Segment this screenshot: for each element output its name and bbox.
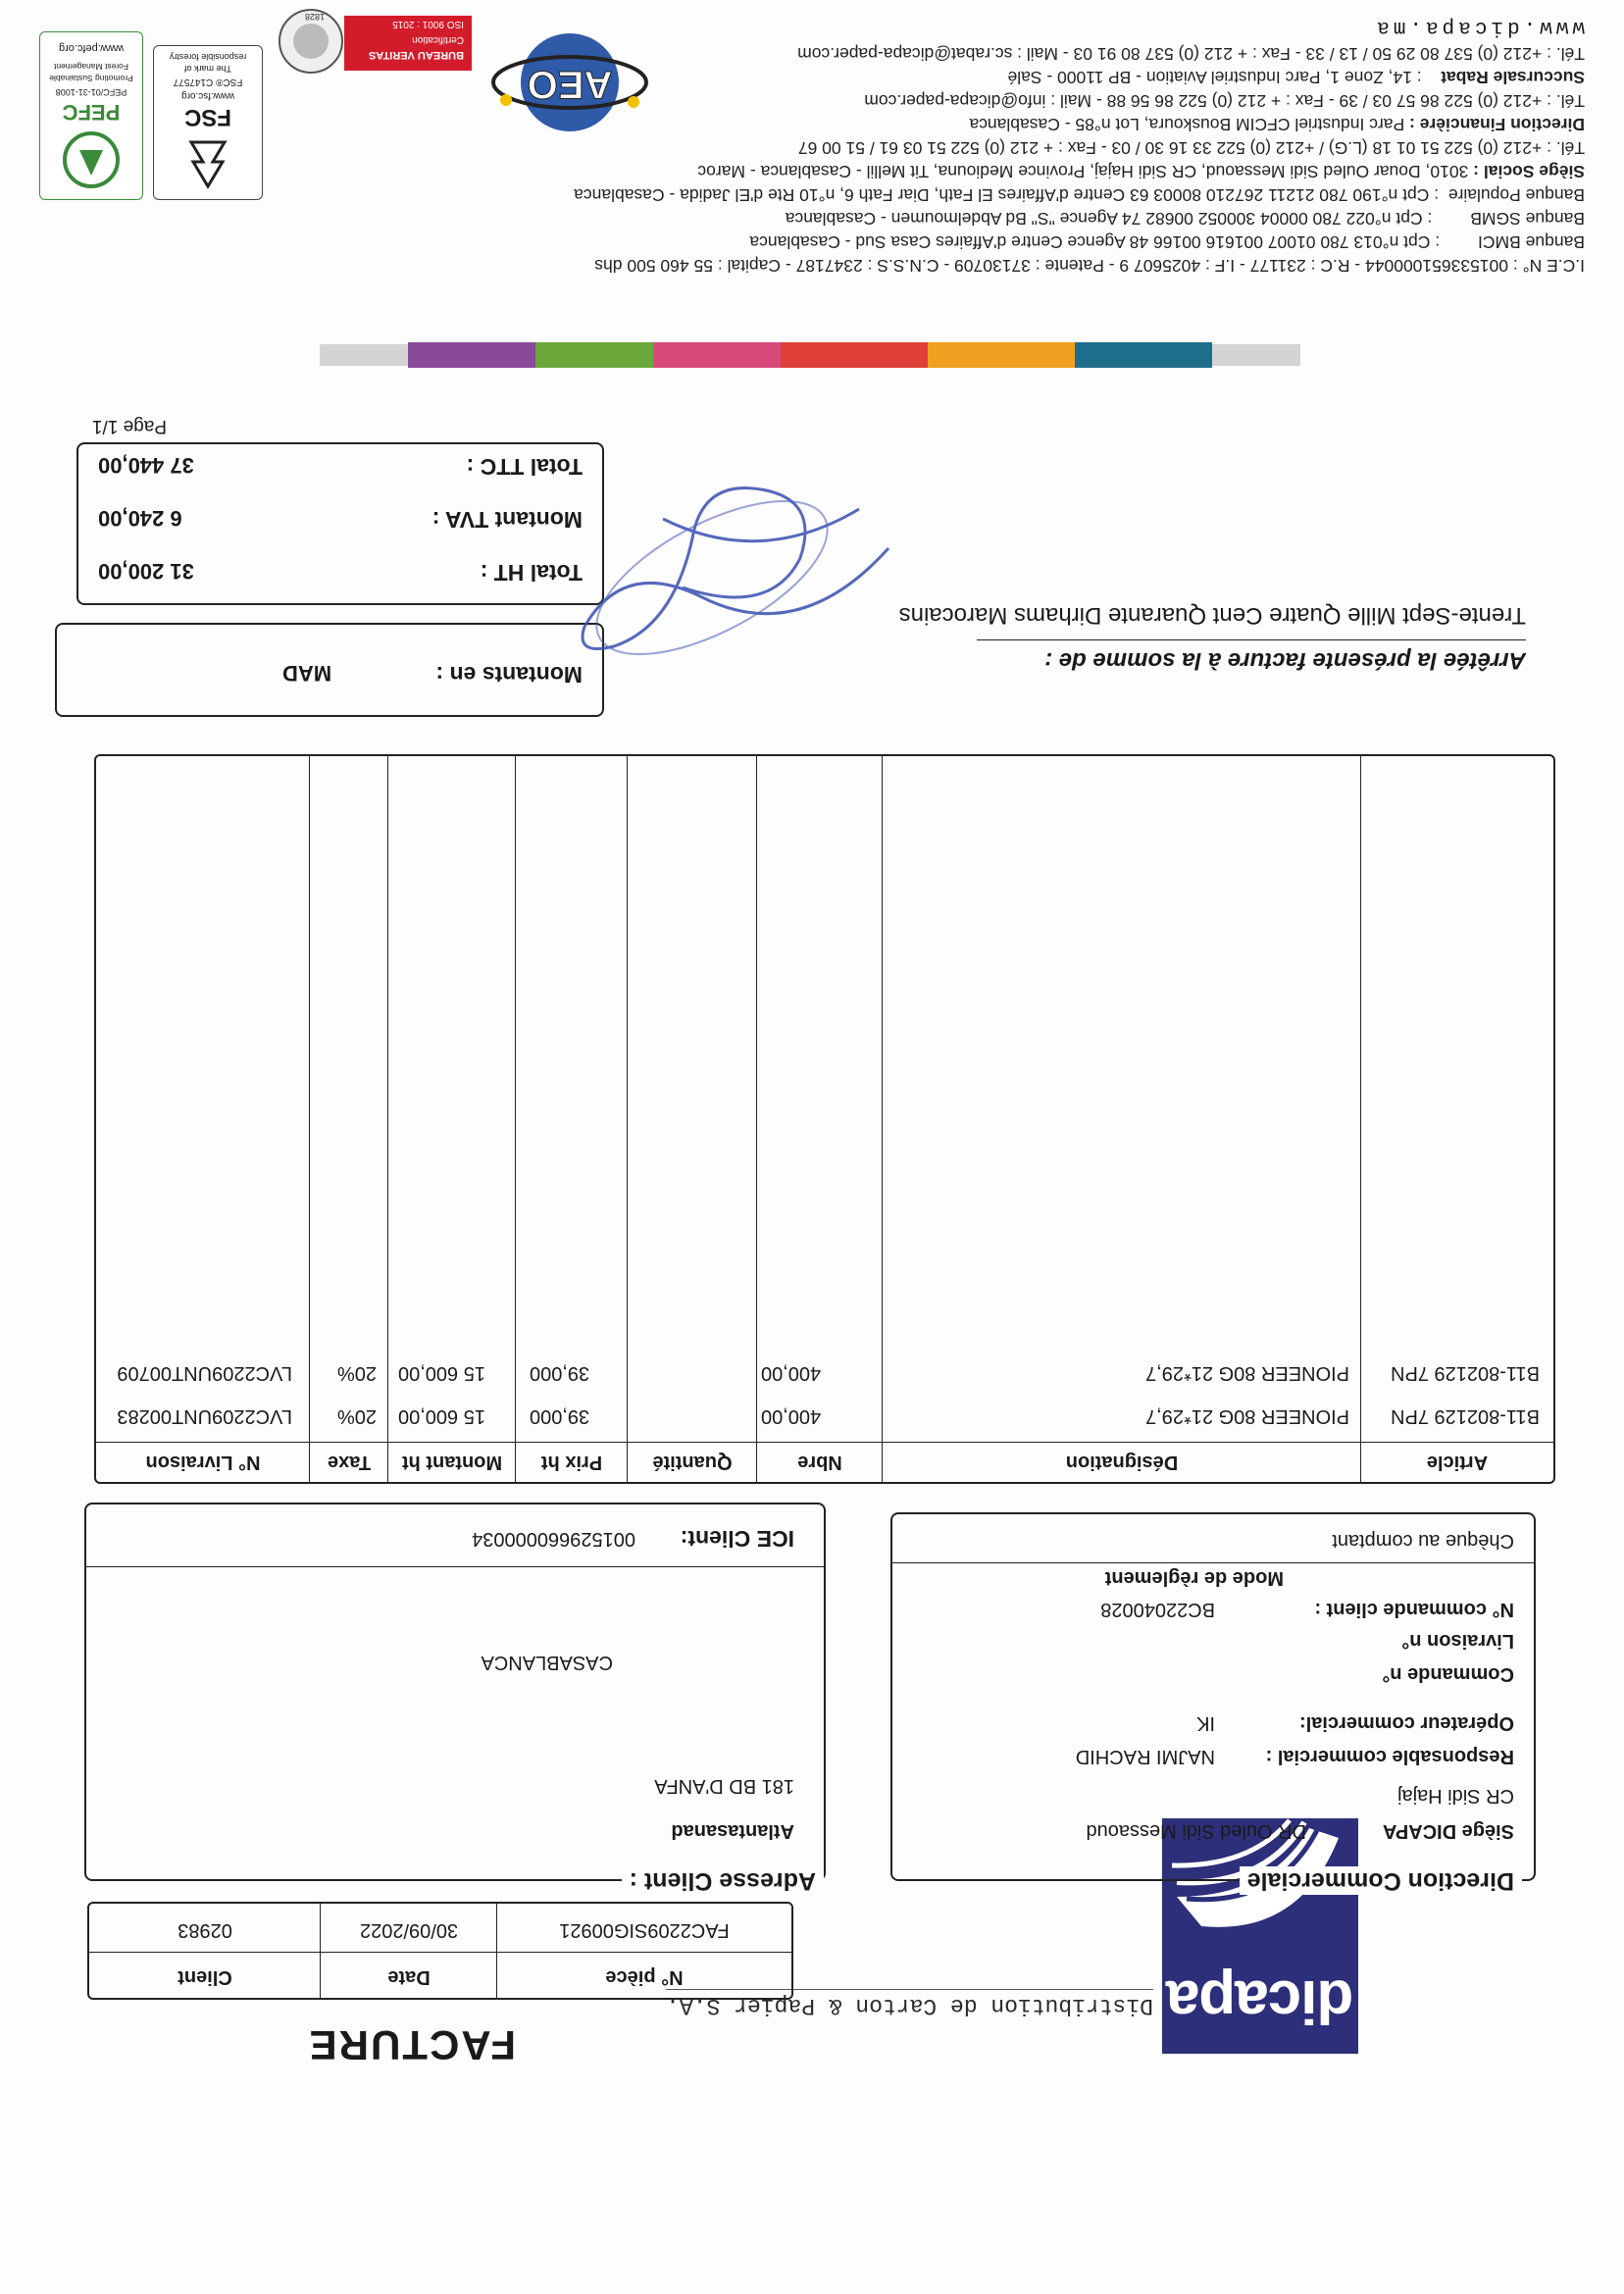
- col-livraison: [96, 756, 310, 1482]
- footer-rabat-label: Succursale Rabat: [1441, 68, 1585, 87]
- client-value: 02983: [178, 1919, 232, 1941]
- bv-year: 1828: [304, 12, 325, 22]
- th-designation: Désignation: [883, 1442, 1361, 1482]
- siege-value-2: CR Sidi Hajaj: [1397, 1785, 1514, 1807]
- bv-text-2: Certification: [412, 34, 464, 45]
- reglement-label: Mode de règlement: [1104, 1567, 1284, 1589]
- aeo-logo: [486, 19, 653, 141]
- col-nbre: [756, 756, 883, 1482]
- pefc-site: www.pefc.org: [58, 42, 125, 54]
- cell-prix-1: 39,000: [530, 1405, 590, 1427]
- footer-bp-text: : Cpt n°190 780 21211 267210 80003 63 Centre d'Affaires El Fath, Diar Fath 6, n°10 Rte d'El Jadida - Casablanca: [574, 185, 1440, 205]
- col-montant: [387, 756, 516, 1482]
- cell-livraison-2: LVC2209UNT00709: [117, 1362, 292, 1384]
- footer-tel-finance: Tél. : +212 (0) 522 86 57 03 / 39 - Fax : + 212 (0) 522 86 56 88 - Mail : info@dicapa-paper.com: [864, 91, 1585, 111]
- th-nbre: Nbre: [757, 1442, 883, 1482]
- footer-bp-label: Banque Populaire: [1447, 185, 1585, 205]
- currency-box: [55, 623, 604, 717]
- col-taxe: [309, 756, 388, 1482]
- footer-website: www.dicapa.ma: [1373, 16, 1585, 38]
- cell-montant-2: 15 600,00: [398, 1362, 485, 1384]
- cell-designation-1: PIONEER 80G 21*29,7: [1145, 1405, 1349, 1427]
- fsc-tree-icon: [183, 136, 232, 191]
- client-title: Adresse Client :: [622, 1866, 824, 1895]
- footer-rabat-text: : 14, Zone 1, Parc Industriel Aviation - BP 11000 - Salé: [1007, 68, 1422, 87]
- cell-nbre-1: 400,00: [761, 1405, 822, 1427]
- currency-label: Montants en :: [435, 662, 583, 688]
- fsc-logo: [153, 45, 263, 200]
- th-quantite: Quantité: [628, 1442, 757, 1482]
- commande-label: Commande n°: [1382, 1663, 1514, 1685]
- client-label: Client: [178, 1966, 232, 1988]
- cell-designation-2: PIONEER 80G 21*29,7: [1145, 1362, 1349, 1384]
- page-number: Page 1/1: [91, 416, 167, 436]
- pefc-tree-icon: [62, 130, 121, 189]
- fsc-mark-1: The mark of: [184, 64, 232, 74]
- reglement-value: Chèque au comptant: [1332, 1530, 1514, 1552]
- footer-ice-line: I.C.E N° : 001533651000044 - R.C : 231177 - I.F : 4025607 9 - Patente : 37130709 - C.N.S.S : 2347187 - Capital : 55 460 500 dhs: [594, 256, 1585, 276]
- cell-taxe-1: 20%: [336, 1405, 377, 1427]
- amount-in-words: Trente-Sept Mille Quatre Cent Quarante Dirhams Marocains: [898, 602, 1526, 629]
- th-prix: Prix ht: [516, 1442, 628, 1482]
- commande-client-label: N° commande client :: [1314, 1599, 1514, 1620]
- total-ttc-value: 37 440,00: [98, 453, 194, 478]
- cell-livraison-1: LVC2209UNT00283: [117, 1405, 292, 1427]
- footer-siege-label: Siège Social :: [1473, 162, 1585, 181]
- bv-iso: ISO 9001 : 2015: [392, 19, 464, 29]
- client-box: [84, 1503, 826, 1895]
- pefc-line-1: Promoting Sustainable: [49, 74, 133, 83]
- header-col-client: [88, 1904, 321, 1998]
- siege-label: Siège DICAPA: [1382, 1820, 1514, 1842]
- cell-nbre-2: 400,00: [761, 1362, 822, 1384]
- pefc-name: PEFC: [62, 100, 121, 125]
- client-name: Atlantasanad: [671, 1820, 794, 1842]
- footer-finance-line: [969, 114, 1585, 134]
- th-taxe: Taxe: [310, 1442, 388, 1482]
- totals-box: [76, 442, 604, 605]
- responsable-value: NAJMI RACHID: [1075, 1746, 1215, 1767]
- responsable-label: Responsable commercial :: [1265, 1746, 1514, 1767]
- cell-taxe-2: 20%: [336, 1362, 377, 1384]
- footer-rabat-line: [1007, 67, 1585, 87]
- ice-label: ICE Client:: [680, 1526, 794, 1552]
- invoice-header-table: [87, 1902, 793, 2000]
- footer-siege-line: [697, 161, 1585, 181]
- bv-text-1: BUREAU VERITAS: [369, 49, 464, 61]
- client-city: CASABLANCA: [481, 1652, 613, 1673]
- client-address: 181 BD D'ANFA: [654, 1775, 794, 1797]
- header-col-date: [320, 1904, 497, 1998]
- direction-title: Direction Commerciale: [1240, 1866, 1522, 1895]
- arrete-label: Arrêtée la présente facture à la somme de :: [977, 639, 1526, 674]
- tva-label: Montant TVA :: [431, 507, 583, 533]
- footer-bmci-label: Banque BMCI: [1478, 232, 1585, 252]
- company-tagline: Distribution de Carton & Papier S.A.: [666, 1989, 1153, 2018]
- total-ht-value: 31 200,00: [98, 559, 194, 584]
- fsc-mark-2: responsible forestry: [169, 52, 247, 62]
- siege-value-1: DR Ouled Sidi Messaoud: [1086, 1820, 1306, 1842]
- bv-red-panel: [344, 16, 472, 71]
- piece-value: FAC2209SIG00921: [559, 1919, 730, 1941]
- footer-tel-rabat: Tél. : +212 (0) 537 80 29 50 / 13 / 33 - Fax : + 212 (0) 537 80 91 03 - Mail : sc.rabat@dicapa-paper.com: [797, 44, 1585, 64]
- date-value: 30/09/2022: [359, 1919, 459, 1941]
- piece-label: N° pièce: [605, 1966, 684, 1988]
- total-ttc-label: Total TTC :: [466, 454, 583, 480]
- commande-client-value: BC22040028: [1100, 1599, 1215, 1620]
- total-ht-label: Total HT :: [480, 560, 583, 586]
- ice-value: 001529660000034: [472, 1528, 635, 1550]
- footer-finance-text: Parc Industriel CFCIM Bouskoura, Lot n°85 - Casablanca: [969, 115, 1405, 134]
- fsc-name: FSC: [184, 104, 231, 130]
- cell-montant-1: 15 600,00: [398, 1405, 485, 1427]
- reglement-divider: [892, 1562, 1534, 1563]
- th-montant: Montant ht: [388, 1442, 516, 1482]
- fsc-site: www.fsc.org: [181, 90, 234, 101]
- color-strip-graphic: [320, 338, 1300, 372]
- header-divider: [89, 1952, 791, 1953]
- cell-prix-2: 39,000: [530, 1362, 590, 1384]
- pefc-logo: [39, 31, 143, 200]
- signature-stamp: [545, 450, 918, 686]
- livraison-label: Livraison n°: [1401, 1630, 1514, 1652]
- pefc-line-2: Forest Management: [53, 62, 129, 72]
- logo-text: dicapa: [1166, 1967, 1354, 2035]
- footer-sgmb-label: Banque SGMB: [1470, 209, 1585, 229]
- cell-article-1: B11-802129 7PN: [1391, 1405, 1540, 1427]
- footer-siege-text: 3010, Douar Ouled Sidi Messaoud, CR Sidi Hajaj, Province Mediouna, Tit Mellil - Casablanca - Maroc: [697, 162, 1469, 181]
- col-quantite: [627, 756, 757, 1482]
- col-designation: [882, 756, 1361, 1482]
- footer-bmci-text: : Cpt n°013 780 01007 001616 00166 48 Agence Centre d'Affaires Casa Sud - Casablanca: [749, 232, 1441, 252]
- fsc-code: FSC® C147577: [173, 76, 243, 87]
- direction-box: [890, 1512, 1536, 1895]
- bureau-veritas-logo: [276, 2, 472, 80]
- footer-tel-siege: Tél. : +212 (0) 522 51 01 18 (L.G) / +212 (0) 522 33 16 30 / 03 - Fax : + 212 (0) 522 51 03 61 / 51 00 67: [797, 138, 1585, 158]
- footer-finance-label: Direction Financière :: [1409, 115, 1585, 134]
- operateur-label: Opérateur commercial:: [1299, 1712, 1514, 1734]
- date-label: Date: [387, 1966, 431, 1988]
- col-article: [1360, 756, 1553, 1482]
- footer-bmci-line: [749, 231, 1585, 252]
- operateur-value: IK: [1196, 1712, 1215, 1734]
- footer-sgmb-line: [786, 208, 1585, 229]
- currency-value: MAD: [282, 661, 332, 686]
- document-title: FACTURE: [307, 2022, 516, 2068]
- th-livraison: N° Livraison: [96, 1442, 310, 1482]
- aeo-text: AEO: [527, 63, 613, 106]
- pefc-code: PEFC/01-31-1008: [55, 87, 127, 97]
- header-col-piece: [496, 1904, 791, 1998]
- footer-bp-line: [574, 184, 1585, 205]
- col-prix: [515, 756, 628, 1482]
- ice-divider: [86, 1566, 824, 1567]
- items-table: [94, 754, 1555, 1484]
- footer-sgmb-text: : Cpt n°022 780 00004 300052 00682 74 Agence "S" Bd Abdelmoumen - Casablanca: [785, 209, 1433, 229]
- cell-article-2: B11-802129 7PN: [1391, 1362, 1540, 1384]
- th-article: Article: [1361, 1442, 1553, 1482]
- tva-value: 6 240,00: [98, 506, 182, 531]
